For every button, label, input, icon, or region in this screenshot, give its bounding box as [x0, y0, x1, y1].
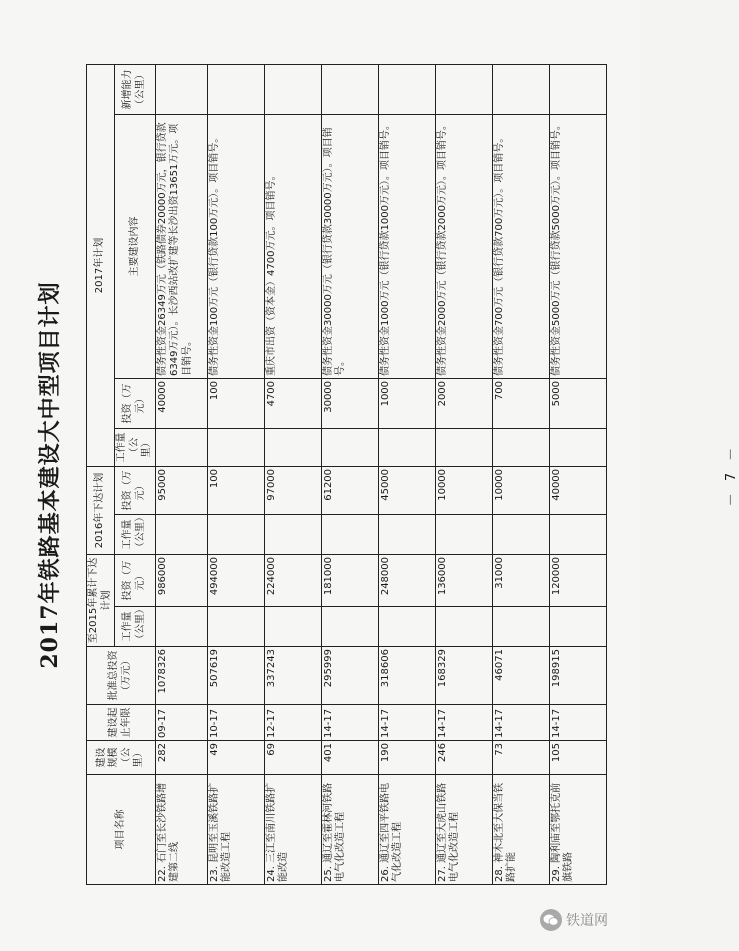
cell-workload-2015: [321, 607, 378, 647]
table-row: [378, 64, 435, 884]
cell-investment-2015: 248000: [378, 554, 435, 606]
header-plan-2017: 2017年计划: [87, 64, 115, 466]
cell-name: 22. 石门至长沙铁路增建第二线: [155, 775, 207, 885]
cell-new-capacity: [378, 64, 435, 114]
cell-workload-2017: [155, 428, 207, 466]
cell-total-investment: 507619: [207, 647, 264, 705]
header-new-capacity: 新增能力（公里）: [115, 64, 156, 114]
cell-scale: 246: [435, 741, 492, 775]
cell-period: 09-17: [155, 705, 207, 741]
cell-total-investment: 318606: [378, 647, 435, 705]
cell-scale: 69: [264, 741, 321, 775]
cell-period: 12-17: [264, 705, 321, 741]
cell-investment-2016: 97000: [264, 466, 321, 514]
header-plan-2016: 2016年下达计划: [87, 466, 115, 554]
cell-new-capacity: [207, 64, 264, 114]
cell-workload-2017: [492, 428, 549, 466]
cell-investment-2016: 45000: [378, 466, 435, 514]
cell-main-content: 债务性资金700万元（银行贷款700万元）。项目销号。: [492, 114, 549, 378]
cell-investment-2016: 10000: [435, 466, 492, 514]
cell-total-investment: 46071: [492, 647, 549, 705]
cell-new-capacity: [321, 64, 378, 114]
cell-investment-2016: 61200: [321, 466, 378, 514]
cell-workload-2015: [207, 607, 264, 647]
table-row: [207, 64, 264, 884]
table-row: [549, 64, 606, 884]
cell-new-capacity: [492, 64, 549, 114]
cell-name: 25. 通辽至霍林河铁路电气化改造工程: [321, 775, 378, 885]
table-row: [321, 64, 378, 884]
table-row: [264, 64, 321, 884]
cell-investment-2015: 136000: [435, 554, 492, 606]
cell-workload-2017: [321, 428, 378, 466]
cell-investment-2016: 100: [207, 466, 264, 514]
cell-workload-2016: [435, 514, 492, 554]
cell-scale: 190: [378, 741, 435, 775]
cell-period: 14-17: [492, 705, 549, 741]
header-cumulative-2015: 至2015年累计下达计划: [87, 554, 115, 646]
cell-investment-2016: 40000: [549, 466, 606, 514]
cell-investment-2015: 31000: [492, 554, 549, 606]
cell-scale: 282: [155, 741, 207, 775]
watermark: [540, 905, 636, 935]
cell-period: 14-17: [435, 705, 492, 741]
rotated-sheet: [30, 65, 739, 885]
cell-name: 29. 陶利庙至鄂托克前旗铁路: [549, 775, 606, 885]
cell-workload-2016: [549, 514, 606, 554]
cell-workload-2015: [155, 607, 207, 647]
cell-investment-2015: 986000: [155, 554, 207, 606]
cell-main-content: 债务性资金30000万元（银行贷款30000万元）。项目销号。: [321, 114, 378, 378]
watermark-text: 铁道网: [566, 913, 608, 929]
wechat-icon: [540, 909, 562, 931]
document-title: 2017年铁路基本建设大中型项目计划: [37, 281, 63, 669]
header-investment-2015: 投资（万元）: [115, 554, 156, 606]
cell-investment-2017: 100: [207, 378, 264, 428]
cell-total-investment: 1078326: [155, 647, 207, 705]
cell-investment-2015: 224000: [264, 554, 321, 606]
cell-main-content: 重庆市出资（资本金）4700万元。项目销号。: [264, 114, 321, 378]
header-period: 建设起止年限: [87, 705, 156, 741]
cell-investment-2015: 181000: [321, 554, 378, 606]
header-investment-2016: 投资（万元）: [115, 466, 156, 514]
cell-main-content: 债务性资金100万元（银行贷款100万元）。项目销号。: [207, 114, 264, 378]
cell-total-investment: 198915: [549, 647, 606, 705]
cell-investment-2017: 2000: [435, 378, 492, 428]
cell-workload-2016: [321, 514, 378, 554]
cell-period: 14-17: [549, 705, 606, 741]
cell-new-capacity: [435, 64, 492, 114]
header-workload-2017: 工作量（公里）: [115, 428, 156, 466]
cell-workload-2016: [378, 514, 435, 554]
cell-investment-2017: 40000: [155, 378, 207, 428]
cell-investment-2017: 1000: [378, 378, 435, 428]
cell-main-content: 债务性资金2000万元（银行贷款2000万元）。项目销号。: [435, 114, 492, 378]
header-total-investment: 批准总投资（万元）: [87, 647, 156, 705]
table-row: [435, 64, 492, 884]
table-body: [155, 64, 606, 884]
cell-scale: 105: [549, 741, 606, 775]
cell-workload-2017: [207, 428, 264, 466]
cell-scale: 49: [207, 741, 264, 775]
project-plan-table: [86, 64, 607, 885]
header-scale: 建设规模（公里）: [87, 741, 156, 775]
cell-period: 10-17: [207, 705, 264, 741]
cell-total-investment: 295999: [321, 647, 378, 705]
cell-new-capacity: [155, 64, 207, 114]
cell-main-content: 债务性资金1000万元（银行贷款1000万元）。项目销号。: [378, 114, 435, 378]
cell-new-capacity: [549, 64, 606, 114]
cell-period: 14-17: [321, 705, 378, 741]
cell-name: 27. 通辽至大虎山铁路电气化改造工程: [435, 775, 492, 885]
cell-investment-2016: 95000: [155, 466, 207, 514]
cell-workload-2016: [207, 514, 264, 554]
cell-workload-2017: [264, 428, 321, 466]
cell-total-investment: 337243: [264, 647, 321, 705]
cell-workload-2017: [549, 428, 606, 466]
cell-workload-2017: [435, 428, 492, 466]
cell-main-content: 债务性资金26349万元（铁路债券20000万元，银行贷款6349万元）。长沙西站改扩建等长沙出资13651万元。项目销号。: [155, 114, 207, 378]
cell-investment-2017: 700: [492, 378, 549, 428]
cell-total-investment: 168329: [435, 647, 492, 705]
cell-name: 28. 神木北至大保当铁路扩能: [492, 775, 549, 885]
cell-workload-2015: [264, 607, 321, 647]
cell-workload-2016: [155, 514, 207, 554]
cell-scale: 401: [321, 741, 378, 775]
header-project-name: 项目名称: [87, 775, 156, 885]
cell-workload-2015: [435, 607, 492, 647]
cell-workload-2015: [492, 607, 549, 647]
cell-workload-2016: [264, 514, 321, 554]
header-workload-2016: 工作量（公里）: [115, 514, 156, 554]
cell-investment-2015: 494000: [207, 554, 264, 606]
cell-investment-2017: 5000: [549, 378, 606, 428]
cell-name: 24. 三江至南川铁路扩能改造: [264, 775, 321, 885]
header-main-content: 主要建设内容: [115, 114, 156, 378]
header-investment-2017: 投资（万元）: [115, 378, 156, 428]
cell-period: 14-17: [378, 705, 435, 741]
cell-scale: 73: [492, 741, 549, 775]
cell-investment-2016: 10000: [492, 466, 549, 514]
cell-investment-2017: 4700: [264, 378, 321, 428]
page-number: － 7 －: [724, 443, 739, 507]
header-workload-2015: 工作量（公里）: [115, 607, 156, 647]
cell-workload-2016: [492, 514, 549, 554]
table-row: [492, 64, 549, 884]
cell-workload-2015: [549, 607, 606, 647]
cell-investment-2015: 120000: [549, 554, 606, 606]
table-row: [155, 64, 207, 884]
cell-workload-2015: [378, 607, 435, 647]
table-header: [87, 64, 156, 884]
cell-name: 23. 昆明至玉溪铁路扩能改造工程: [207, 775, 264, 885]
cell-main-content: 债务性资金5000万元（银行贷款5000万元）。项目销号。: [549, 114, 606, 378]
cell-investment-2017: 30000: [321, 378, 378, 428]
cell-name: 26. 通辽至四平铁路电气化改造工程: [378, 775, 435, 885]
cell-new-capacity: [264, 64, 321, 114]
cell-workload-2017: [378, 428, 435, 466]
